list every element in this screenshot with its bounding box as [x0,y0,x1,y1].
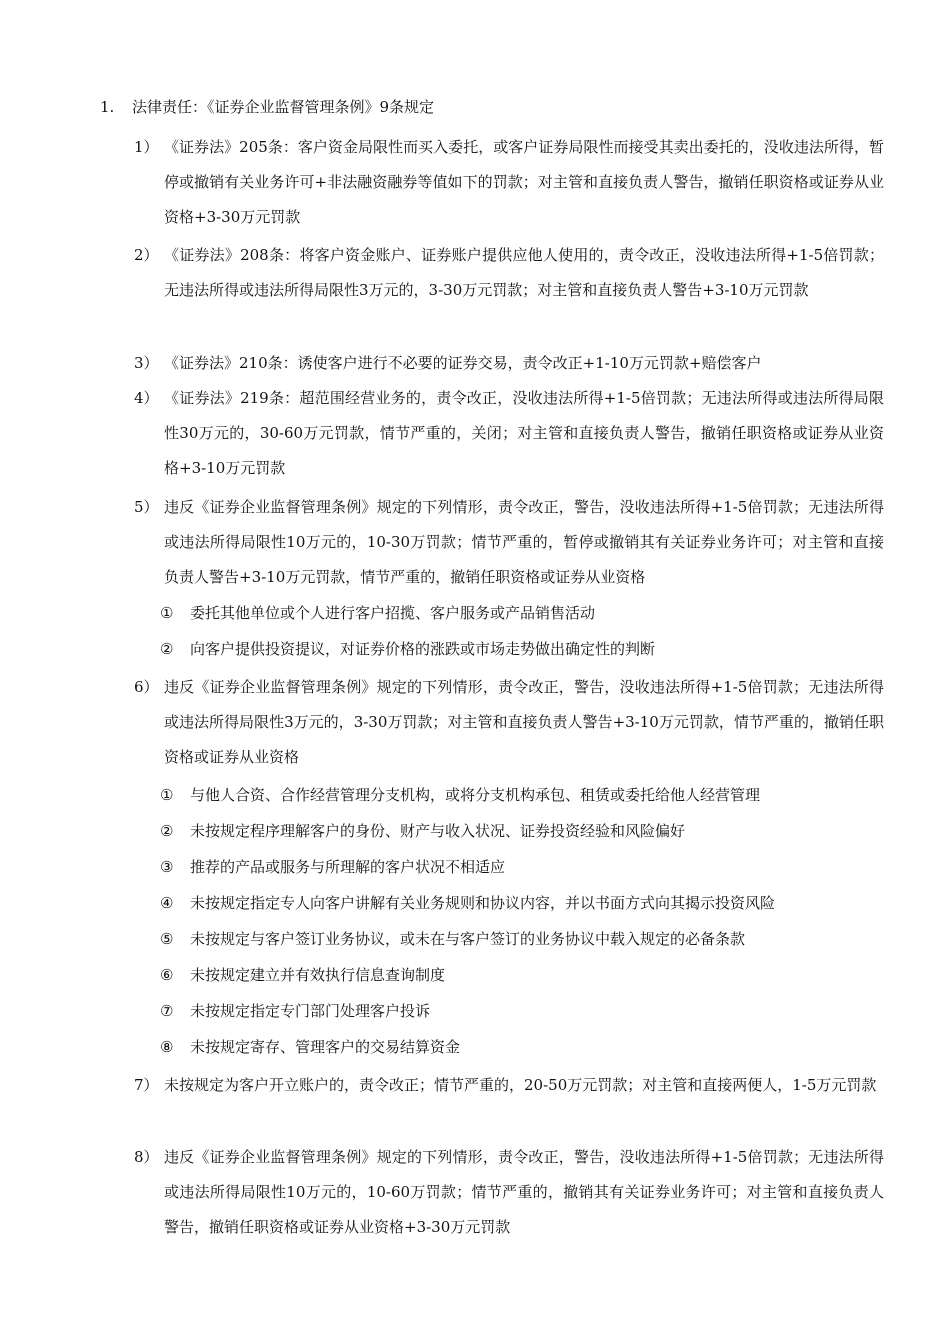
sub-item-marker: ① [160,786,174,804]
list-item [134,130,884,235]
item-text: 《证券法》208条：将客户资金账户、证券账户提供应他人使用的，责令改正，没收违法所得+1-5倍罚款；无违法所得或违法所得局限性3万元的，3-30万元罚款；对主管和直接负责人警告+3-10万元罚款 [164,246,884,299]
item-text: 未按规定为客户开立账户的，责令改正；情节严重的，20-50万元罚款；对主管和直接两便人，1-5万元罚款 [164,1076,877,1094]
item-marker: 4） [134,389,159,407]
list-item [134,490,884,595]
item-marker: 2） [134,246,159,264]
item-text: 《证券法》210条：诱使客户进行不必要的证券交易，责令改正+1-10万元罚款+赔偿客户 [164,354,762,372]
sub-item-text: 未按规定建立并有效执行信息查询制度 [190,966,446,984]
sub-item [160,854,860,880]
sub-item-marker: ⑥ [160,966,174,984]
list-item [134,1140,884,1245]
list-item [134,1068,884,1103]
list-item [134,381,884,486]
sub-item-marker: ① [160,604,174,622]
section-heading [100,94,434,120]
list-item [134,238,884,308]
sub-item-marker: ⑦ [160,1002,174,1020]
sub-item-text: 向客户提供投资提议，对证券价格的涨跌或市场走势做出确定性的判断 [190,640,656,658]
sub-item [160,962,860,988]
item-marker: 1） [134,138,159,156]
sub-item-text: 未按规定与客户签订业务协议，或未在与客户签订的业务协议中载入规定的必备条款 [190,930,746,948]
sub-item-text: 推荐的产品或服务与所理解的客户状况不相适应 [190,858,506,876]
item-text: 违反《证券企业监督管理条例》规定的下列情形，责令改正，警告，没收违法所得+1-5倍罚款；无违法所得或违法所得局限性10万元的，10-30万罚款；情节严重的，暂停或撤销其有关证券业务许可；对主管和直接负责人警告+3-10万元罚款，情节严重的，撤销任职资格或证券从业资格 [164,498,884,586]
sub-item [160,636,860,662]
item-marker: 8） [134,1148,159,1166]
sub-item [160,818,860,844]
item-text: 违反《证券企业监督管理条例》规定的下列情形，责令改正，警告，没收违法所得+1-5倍罚款；无违法所得或违法所得局限性3万元的，3-30万罚款；对主管和直接负责人警告+3-10万元罚款，情节严重的，撤销任职资格或证券从业资格 [164,678,884,766]
sub-item-text: 未按规定指定专门部门处理客户投诉 [190,1002,431,1020]
item-marker: 5） [134,498,159,516]
list-item [134,670,884,775]
item-text: 《证券法》205条：客户资金局限性而买入委托，或客户证券局限性而接受其卖出委托的，没收违法所得，暂停或撤销有关业务许可+非法融资融券等值如下的罚款；对主管和直接负责人警告，撤销任职资格或证券从业资格+3-30万元罚款 [164,138,884,226]
item-marker: 3） [134,354,159,372]
item-text: 《证券法》219条：超范围经营业务的，责令改正，没收违法所得+1-5倍罚款；无违法所得或违法所得局限性30万元的，30-60万元罚款，情节严重的，关闭；对主管和直接负责人警告，撤销任职资格或证券从业资格+3-10万元罚款 [164,389,884,477]
sub-item [160,998,860,1024]
section-title: 法律责任：《证券企业监督管理条例》9条规定 [132,98,435,116]
sub-item [160,926,860,952]
sub-item [160,1034,860,1060]
sub-item-marker: ⑤ [160,930,174,948]
sub-item-marker: ③ [160,858,174,876]
section-number: 1. [100,98,115,116]
sub-item-marker: ⑧ [160,1038,174,1056]
sub-item-text: 未按规定程序理解客户的身份、财产与收入状况、证券投资经验和风险偏好 [190,822,686,840]
sub-item-text: 委托其他单位或个人进行客户招揽、客户服务或产品销售活动 [190,604,596,622]
sub-item [160,600,860,626]
sub-item-marker: ② [160,640,174,658]
list-item [134,346,884,381]
item-marker: 6） [134,678,159,696]
sub-item-marker: ② [160,822,174,840]
sub-item [160,782,860,808]
item-marker: 7） [134,1076,159,1094]
sub-item-marker: ④ [160,894,174,912]
sub-item-text: 与他人合资、合作经营管理分支机构，或将分支机构承包、租赁或委托给他人经营管理 [190,786,761,804]
sub-item-text: 未按规定寄存、管理客户的交易结算资金 [190,1038,461,1056]
sub-item-text: 未按规定指定专人向客户讲解有关业务规则和协议内容，并以书面方式向其揭示投资风险 [190,894,776,912]
sub-item [160,890,860,916]
item-text: 违反《证券企业监督管理条例》规定的下列情形，责令改正，警告，没收违法所得+1-5倍罚款；无违法所得或违法所得局限性10万元的，10-60万罚款；情节严重的，撤销其有关证券业务许可；对主管和直接负责人警告，撤销任职资格或证券从业资格+3-30万元罚款 [164,1148,884,1236]
